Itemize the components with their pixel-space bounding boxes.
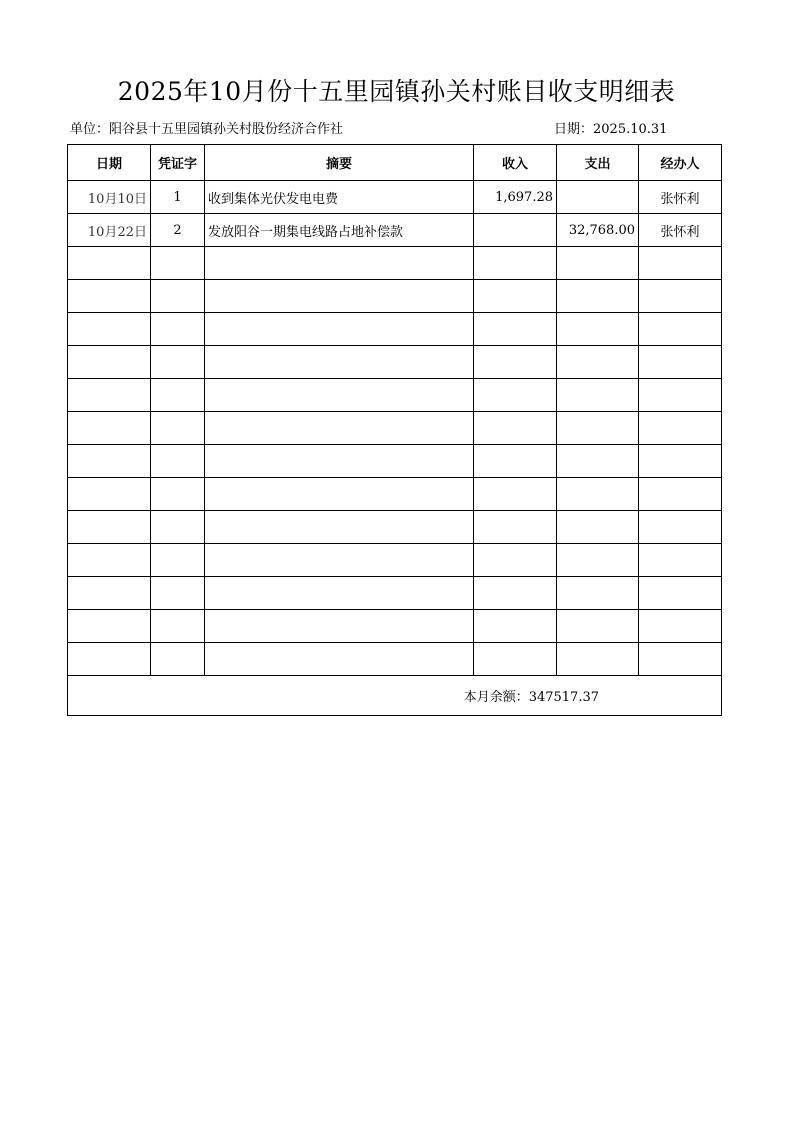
table-row [68, 511, 722, 544]
column-header-date: 日期 [68, 145, 151, 181]
cell-income [474, 313, 557, 346]
table-row [68, 247, 722, 280]
cell-expense [557, 346, 639, 379]
cell-summary [205, 313, 474, 346]
cell-income: 1,697.28 [474, 181, 557, 214]
cell-summary [205, 544, 474, 577]
cell-income [474, 280, 557, 313]
cell-date [68, 313, 151, 346]
cell-income [474, 412, 557, 445]
balance-row [68, 676, 722, 716]
table-row [68, 181, 722, 214]
cell-voucher [151, 643, 205, 676]
cell-expense [557, 445, 639, 478]
table-row [68, 313, 722, 346]
column-header-voucher: 凭证字 [151, 145, 205, 181]
date-label: 日期：2025.10.31 [554, 122, 668, 137]
cell-summary [205, 346, 474, 379]
cell-voucher [151, 280, 205, 313]
cell-summary [205, 577, 474, 610]
cell-handler [639, 511, 722, 544]
column-header-summary: 摘要 [205, 145, 474, 181]
cell-income [474, 610, 557, 643]
cell-expense: 32,768.00 [557, 214, 639, 247]
table-row [68, 214, 722, 247]
cell-date: 10月22日 [68, 214, 151, 247]
cell-voucher [151, 610, 205, 643]
cell-summary [205, 511, 474, 544]
cell-summary [205, 478, 474, 511]
cell-summary: 收到集体光伏发电电费 [205, 181, 474, 214]
cell-voucher [151, 346, 205, 379]
cell-summary [205, 610, 474, 643]
cell-date: 10月10日 [68, 181, 151, 214]
cell-income [474, 379, 557, 412]
cell-expense [557, 610, 639, 643]
table-row [68, 577, 722, 610]
cell-expense [557, 247, 639, 280]
cell-handler [639, 577, 722, 610]
cell-handler [639, 346, 722, 379]
table-row [68, 610, 722, 643]
cell-expense [557, 478, 639, 511]
cell-summary [205, 379, 474, 412]
cell-expense [557, 577, 639, 610]
month-balance: 本月余额：347517.37 [68, 676, 722, 716]
cell-voucher [151, 313, 205, 346]
cell-expense [557, 544, 639, 577]
cell-voucher [151, 379, 205, 412]
cell-voucher: 1 [151, 181, 205, 214]
cell-date [68, 577, 151, 610]
cell-income [474, 511, 557, 544]
cell-income [474, 445, 557, 478]
cell-expense [557, 313, 639, 346]
cell-handler [639, 643, 722, 676]
cell-summary: 发放阳谷一期集电线路占地补偿款 [205, 214, 474, 247]
cell-voucher [151, 577, 205, 610]
cell-date [68, 610, 151, 643]
cell-expense [557, 412, 639, 445]
table-row [68, 280, 722, 313]
cell-expense [557, 280, 639, 313]
cell-handler [639, 247, 722, 280]
table-row [68, 379, 722, 412]
ledger-table [67, 144, 722, 716]
cell-summary [205, 445, 474, 478]
table-row [68, 346, 722, 379]
table-row [68, 445, 722, 478]
cell-handler [639, 478, 722, 511]
column-header-expense: 支出 [557, 145, 639, 181]
cell-handler [639, 544, 722, 577]
cell-handler [639, 610, 722, 643]
cell-date [68, 478, 151, 511]
cell-voucher [151, 247, 205, 280]
unit-label: 单位：阳谷县十五里园镇孙关村股份经济合作社 [70, 122, 344, 137]
column-header-handler: 经办人 [639, 145, 722, 181]
cell-income [474, 247, 557, 280]
cell-handler: 张怀利 [639, 214, 722, 247]
cell-income [474, 478, 557, 511]
cell-handler [639, 280, 722, 313]
cell-voucher: 2 [151, 214, 205, 247]
cell-handler [639, 379, 722, 412]
cell-date [68, 247, 151, 280]
cell-date [68, 280, 151, 313]
cell-summary [205, 247, 474, 280]
table-row [68, 544, 722, 577]
cell-voucher [151, 478, 205, 511]
cell-handler [639, 313, 722, 346]
cell-summary [205, 643, 474, 676]
cell-income [474, 577, 557, 610]
ledger-body [68, 181, 722, 676]
cell-handler [639, 445, 722, 478]
cell-voucher [151, 511, 205, 544]
cell-voucher [151, 412, 205, 445]
cell-expense [557, 181, 639, 214]
cell-expense [557, 379, 639, 412]
table-row [68, 478, 722, 511]
cell-date [68, 544, 151, 577]
cell-date [68, 379, 151, 412]
cell-summary [205, 412, 474, 445]
table-row [68, 643, 722, 676]
cell-voucher [151, 445, 205, 478]
cell-date [68, 412, 151, 445]
column-header-income: 收入 [474, 145, 557, 181]
cell-handler [639, 412, 722, 445]
table-row [68, 412, 722, 445]
table-header-row [68, 145, 722, 181]
cell-date [68, 346, 151, 379]
cell-expense [557, 511, 639, 544]
cell-date [68, 643, 151, 676]
cell-income [474, 214, 557, 247]
cell-voucher [151, 544, 205, 577]
cell-income [474, 544, 557, 577]
cell-expense [557, 643, 639, 676]
cell-date [68, 511, 151, 544]
page-title: 2025年10月份十五里园镇孙关村账目收支明细表 [117, 77, 676, 106]
cell-summary [205, 280, 474, 313]
cell-income [474, 643, 557, 676]
cell-income [474, 346, 557, 379]
cell-handler: 张怀利 [639, 181, 722, 214]
cell-date [68, 445, 151, 478]
